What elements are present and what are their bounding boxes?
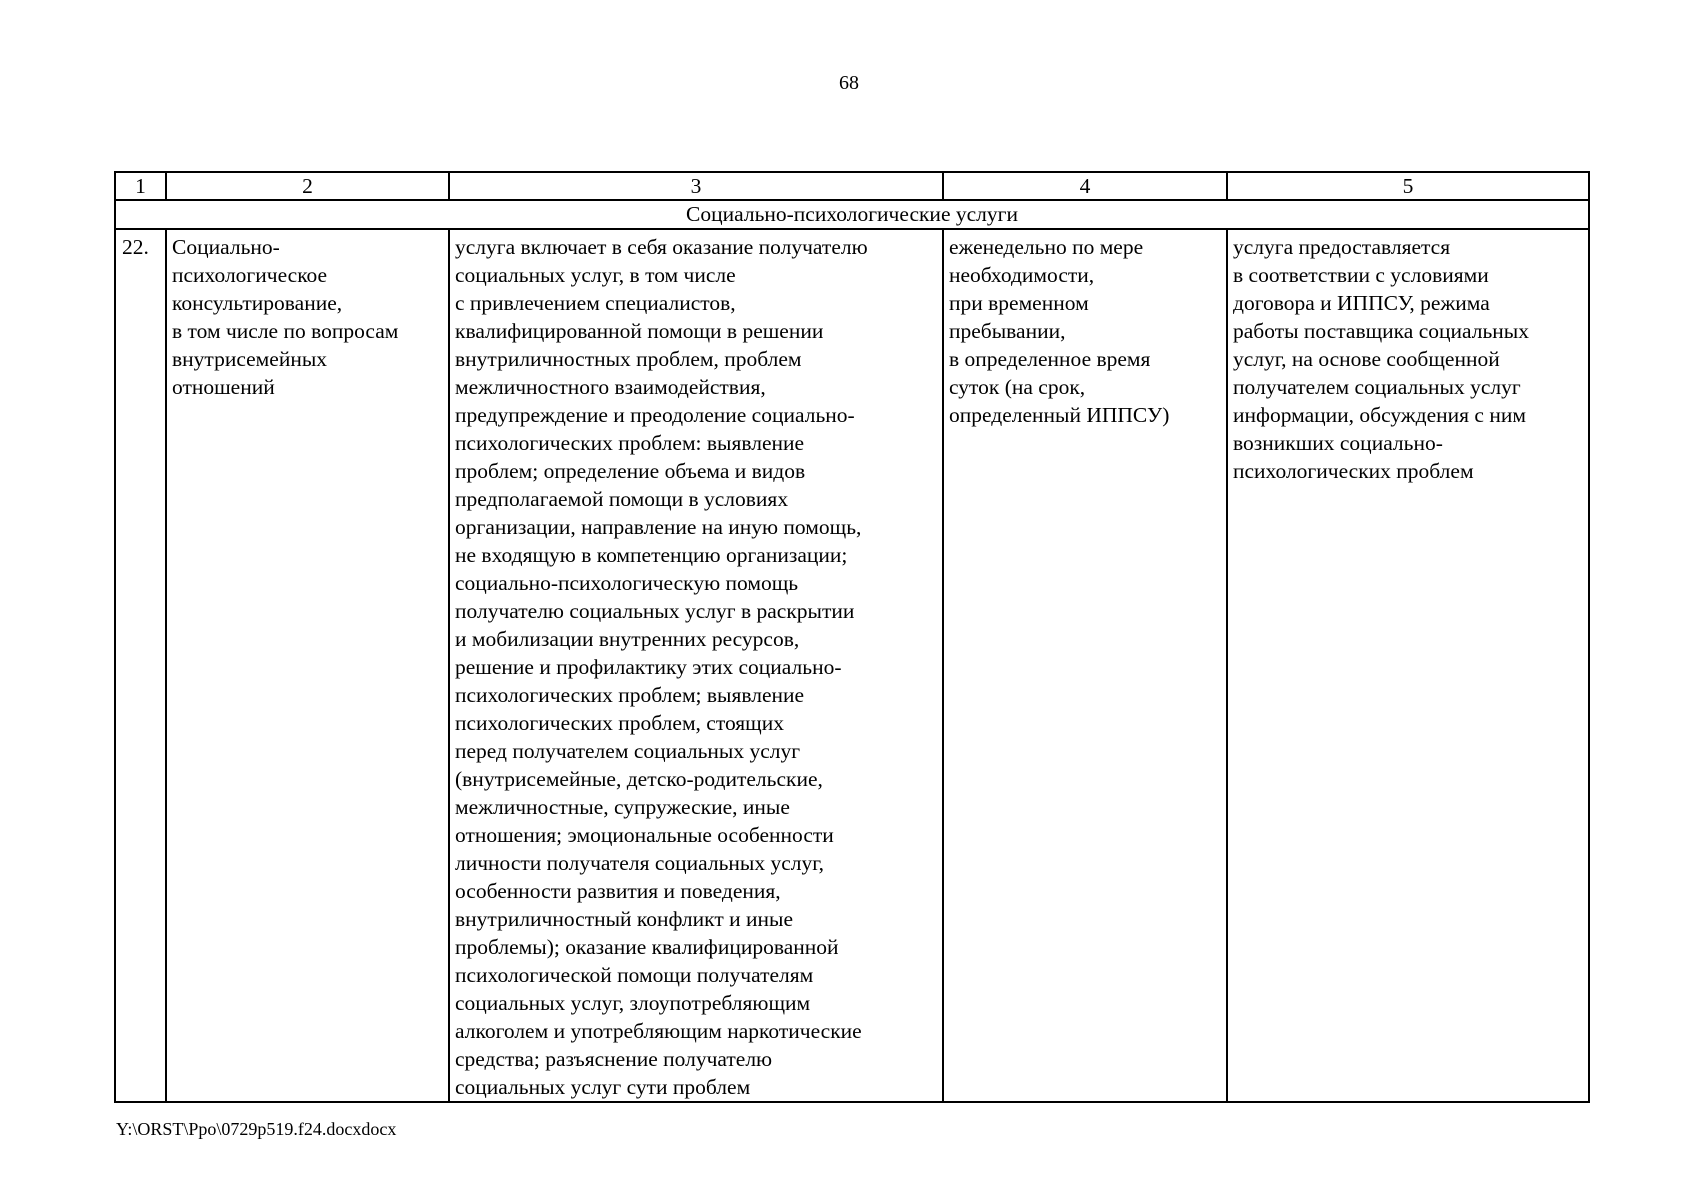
- row-index: 22.: [115, 229, 166, 1102]
- cell-text-line: не входящую в компетенцию организации;: [455, 543, 848, 567]
- cell-text-line: перед получателем социальных услуг: [455, 739, 801, 763]
- cell-text-line: пребывании,: [949, 319, 1066, 343]
- cell-text-line: психологических проблем, стоящих: [455, 711, 784, 735]
- cell-text-line: психологических проблем: [1233, 459, 1474, 483]
- cell-text-line: в определенное время: [949, 347, 1151, 371]
- service-frequency-cell: [943, 229, 1227, 1102]
- cell-text-line: еженедельно по мере: [949, 235, 1144, 259]
- cell-text-line: проблем; определение объема и видов: [455, 459, 806, 483]
- cell-text-line: внутрисемейных: [172, 347, 328, 371]
- cell-text-line: услуга включает в себя оказание получателю: [455, 235, 868, 259]
- cell-text-line: личности получателя социальных услуг,: [455, 851, 825, 875]
- cell-text-line: социальных услуг, злоупотребляющим: [455, 991, 811, 1015]
- cell-text-line: решение и профилактику этих социально-: [455, 655, 842, 679]
- section-title: Социально-психологические услуги: [115, 200, 1589, 229]
- cell-text-line: работы поставщика социальных: [1233, 319, 1529, 343]
- cell-text-line: необходимости,: [949, 263, 1095, 287]
- service-content-cell: [449, 229, 943, 1102]
- cell-text-line: в том числе по вопросам: [172, 319, 399, 343]
- cell-text-line: внутриличностных проблем, проблем: [455, 347, 802, 371]
- column-number-4: 4: [943, 172, 1227, 200]
- cell-text-line: отношения; эмоциональные особенности: [455, 823, 834, 847]
- cell-text-line: квалифицированной помощи в решении: [455, 319, 824, 343]
- cell-text-line: организации, направление на иную помощь,: [455, 515, 862, 539]
- column-number-5: 5: [1227, 172, 1589, 200]
- services-table: [114, 171, 1590, 1103]
- cell-text-line: в соответствии с условиями: [1233, 263, 1489, 287]
- cell-text-line: получателю социальных услуг в раскрытии: [455, 599, 855, 623]
- cell-text-line: особенности развития и поведения,: [455, 879, 781, 903]
- cell-text-line: консультирование,: [172, 291, 343, 315]
- column-number-2: 2: [166, 172, 449, 200]
- section-row: [115, 200, 1589, 229]
- cell-text-line: услуга предоставляется: [1233, 235, 1451, 259]
- cell-text-line: и мобилизации внутренних ресурсов,: [455, 627, 800, 651]
- cell-text-line: договора и ИППСУ, режима: [1233, 291, 1490, 315]
- cell-text-line: при временном: [949, 291, 1089, 315]
- table-row: [115, 229, 1589, 1102]
- cell-text-line: средства; разъяснение получателю: [455, 1047, 773, 1071]
- cell-text-line: социально-психологическую помощь: [455, 571, 799, 595]
- cell-text-line: психологических проблем; выявление: [455, 683, 805, 707]
- cell-text-line: суток (на срок,: [949, 375, 1086, 399]
- cell-text-line: информации, обсуждения с ним: [1233, 403, 1526, 427]
- cell-text-line: услуг, на основе сообщенной: [1233, 347, 1500, 371]
- cell-text-line: внутриличностный конфликт и иные: [455, 907, 793, 931]
- cell-text-line: межличностного взаимодействия,: [455, 375, 766, 399]
- cell-text-line: межличностные, супружеские, иные: [455, 795, 790, 819]
- cell-text-line: социальных услуг сути проблем: [455, 1075, 751, 1099]
- cell-text-line: психологической помощи получателям: [455, 963, 814, 987]
- cell-text-line: психологических проблем: выявление: [455, 431, 805, 455]
- cell-text-line: проблемы); оказание квалифицированной: [455, 935, 839, 959]
- column-number-1: 1: [115, 172, 166, 200]
- cell-text-line: определенный ИППСУ): [949, 403, 1170, 427]
- column-number-row: [115, 172, 1589, 200]
- cell-text-line: психологическое: [172, 263, 328, 287]
- cell-text-line: отношений: [172, 375, 275, 399]
- cell-text-line: предполагаемой помощи в условиях: [455, 487, 789, 511]
- footer-file-path: Y:\ORST\Ppo\0729p519.f24.docxdocx: [116, 1119, 397, 1139]
- cell-text-line: с привлечением специалистов,: [455, 291, 736, 315]
- cell-text-line: возникших социально-: [1233, 431, 1443, 455]
- cell-text-line: социальных услуг, в том числе: [455, 263, 736, 287]
- cell-text-line: Социально-: [172, 235, 280, 259]
- cell-text-line: (внутрисемейные, детско-родительские,: [455, 767, 823, 791]
- column-number-3: 3: [449, 172, 943, 200]
- service-conditions-cell: [1227, 229, 1589, 1102]
- cell-text-line: получателем социальных услуг: [1233, 375, 1521, 399]
- service-name-cell: [166, 229, 449, 1102]
- cell-text-line: алкоголем и употребляющим наркотические: [455, 1019, 862, 1043]
- cell-text-line: предупреждение и преодоление социально-: [455, 403, 855, 427]
- page-number: 68: [839, 72, 859, 94]
